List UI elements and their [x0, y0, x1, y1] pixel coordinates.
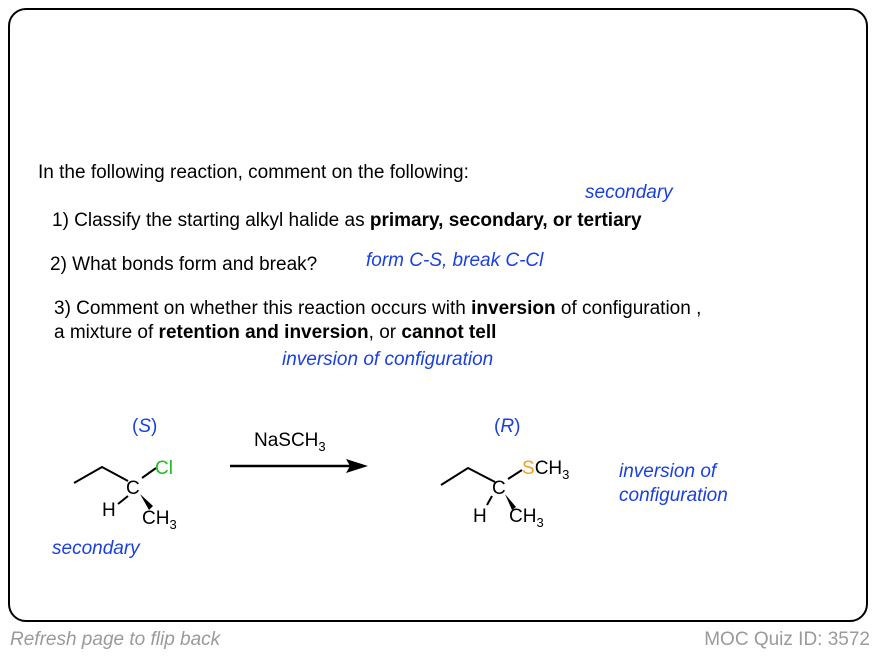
ethyl-bond-product — [441, 468, 495, 485]
thiomethyl-group: $SCH_3$ — [522, 458, 570, 482]
question-1-prefix: 1) Classify the starting alkyl halide as — [52, 210, 370, 231]
ethyl-bond — [74, 467, 128, 483]
reaction-arrow — [230, 430, 368, 473]
answer-2: form C-S, break C-Cl — [366, 250, 544, 271]
label-product-line1: inversion of — [619, 461, 717, 482]
product — [441, 416, 569, 530]
question-3-prefix: 3) Comment on whether this reaction occurs with — [54, 298, 472, 319]
label-product-line2: configuration — [619, 485, 728, 506]
question-2: 2) What bonds form and break? — [50, 254, 318, 275]
question-1-bold: primary, secondary, or tertiary — [369, 210, 642, 231]
refresh-link[interactable]: Refresh page to flip back — [10, 629, 221, 650]
label-start-secondary: secondary — [52, 538, 140, 559]
question-3-line2-mid: , or — [368, 322, 402, 343]
starting-material — [74, 416, 177, 532]
config-label-r: (R) — [494, 416, 521, 437]
config-label-s: (S) — [132, 416, 158, 437]
question-3-bold-cannot-tell: cannot tell — [401, 322, 497, 343]
question-3-line2-prefix: a mixture of — [54, 322, 159, 343]
question-3-bold-inversion: inversion — [471, 298, 556, 319]
methyl-product: $CH_3$ — [509, 506, 544, 530]
atom-h-product: H — [473, 506, 487, 527]
methyl-start: $CH_3$ — [142, 508, 177, 532]
atom-h-start: H — [102, 500, 116, 521]
question-3-bold-retention: retention and inversion — [158, 322, 369, 343]
answer-1: secondary — [585, 182, 673, 203]
quiz-id: MOC Quiz ID: 3572 — [704, 629, 870, 650]
c-s-bond — [508, 470, 522, 479]
reagent-label: NaSCH$_3$ — [254, 430, 326, 454]
answer-3: inversion of configuration — [282, 349, 494, 370]
question-3-suffix: of configuration , — [555, 298, 702, 319]
question-intro: In the following reaction, comment on the following: — [38, 162, 469, 183]
c-cl-bond — [142, 468, 156, 478]
atom-cl: Cl — [155, 458, 173, 479]
atom-c-product: C — [492, 478, 506, 499]
atom-c-start: C — [126, 478, 140, 499]
